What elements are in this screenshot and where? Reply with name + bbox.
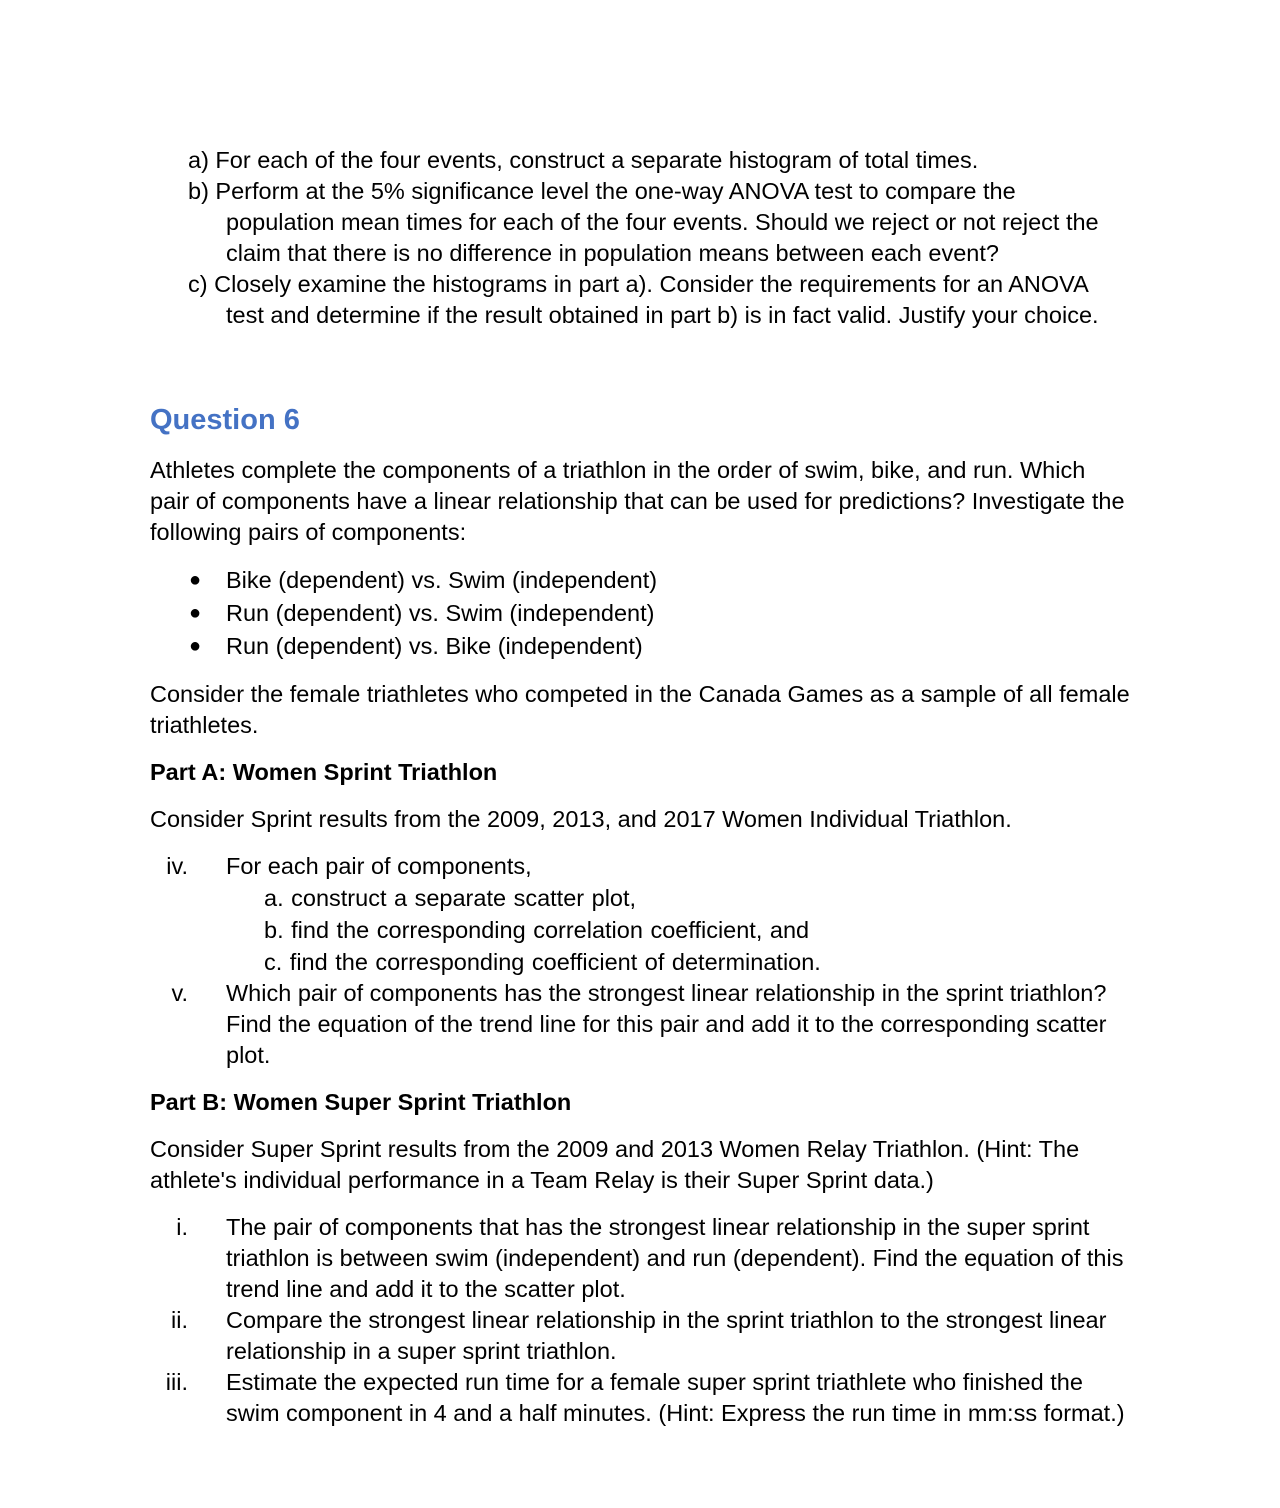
list-item-text: Run (dependent) vs. Swim (independent) <box>226 600 655 626</box>
sub-list <box>226 882 1130 978</box>
list-item <box>150 1305 1130 1367</box>
list-item-text: Compare the strongest linear relationship in the sprint triathlon to the strongest linear relationship in a super sprint triathlon. <box>226 1307 1107 1364</box>
part-a-heading: Part A: Women Sprint Triathlon <box>150 759 498 785</box>
part-b-heading: Part B: Women Super Sprint Triathlon <box>150 1089 572 1115</box>
sub-item: b. find the corresponding correlation coefficient, and <box>264 917 810 943</box>
item-number: ii. <box>171 1307 188 1333</box>
item-number: i. <box>176 1214 188 1240</box>
list-item-text: Run (dependent) vs. Bike (independent) <box>226 633 643 659</box>
list-item <box>150 597 1130 630</box>
list-item <box>150 1212 1130 1305</box>
bullet-icon: ● <box>189 635 202 657</box>
list-item <box>150 978 1130 1071</box>
item-number: iii. <box>165 1369 188 1395</box>
part-b-text: Consider Super Sprint results from the 2009 and 2013 Women Relay Triathlon. (Hint: The athlete's individual performance in a Team Relay is their Super Sprint data.) <box>150 1136 1080 1193</box>
component-pairs-list <box>150 564 1130 663</box>
sub-item: c. find the corresponding coefficient of determination. <box>264 949 821 975</box>
part-b-list <box>150 1212 1130 1429</box>
list-item: c) Closely examine the histograms in part a). Consider the requirements for an ANOVA test and determine if the result obtained in part b) is in fact valid. Justify your choice. <box>188 271 1099 328</box>
list-item <box>150 1367 1130 1429</box>
list-item-text: For each pair of components, <box>226 853 532 879</box>
sub-item: a. construct a separate scatter plot, <box>264 885 637 911</box>
list-item-text: Which pair of components has the strongest linear relationship in the sprint triathlon? Find the equation of the trend line for this pair and add it to the corresponding scatter plot. <box>226 980 1107 1068</box>
bullet-icon: ● <box>189 569 202 591</box>
item-number: v. <box>171 980 188 1006</box>
question-title: Question 6 <box>150 404 300 436</box>
document-page <box>150 145 1130 1429</box>
bullet-icon: ● <box>189 602 202 624</box>
list-item: a) For each of the four events, construct a separate histogram of total times. <box>188 147 979 173</box>
part-a-text: Consider Sprint results from the 2009, 2013, and 2017 Women Individual Triathlon. <box>150 806 1012 832</box>
question-intro: Athletes complete the components of a triathlon in the order of swim, bike, and run. Which pair of components have a linear relationship that can be used for predictions? Investigate the following pairs of components: <box>150 457 1125 545</box>
list-item-text: The pair of components that has the strongest linear relationship in the super sprint triathlon is between swim (independent) and run (dependent). Find the equation of this trend line and add it to the scatter plot. <box>226 1214 1124 1302</box>
item-number: iv. <box>166 853 188 879</box>
sample-note: Consider the female triathletes who competed in the Canada Games as a sample of all female triathletes. <box>150 681 1130 738</box>
part-a-list <box>150 851 1130 1071</box>
list-item-text: Estimate the expected run time for a female super sprint triathlete who finished the swim component in 4 and a half minutes. (Hint: Express the run time in mm:ss format.) <box>226 1369 1125 1426</box>
anova-question-list <box>188 145 1130 331</box>
list-item: b) Perform at the 5% significance level the one-way ANOVA test to compare the population mean times for each of the four events. Should we reject or not reject the claim that there is no difference in population means between each event? <box>188 178 1099 266</box>
list-item <box>150 564 1130 597</box>
list-item <box>150 851 1130 978</box>
list-item-text: Bike (dependent) vs. Swim (independent) <box>226 567 658 593</box>
list-item <box>150 630 1130 663</box>
